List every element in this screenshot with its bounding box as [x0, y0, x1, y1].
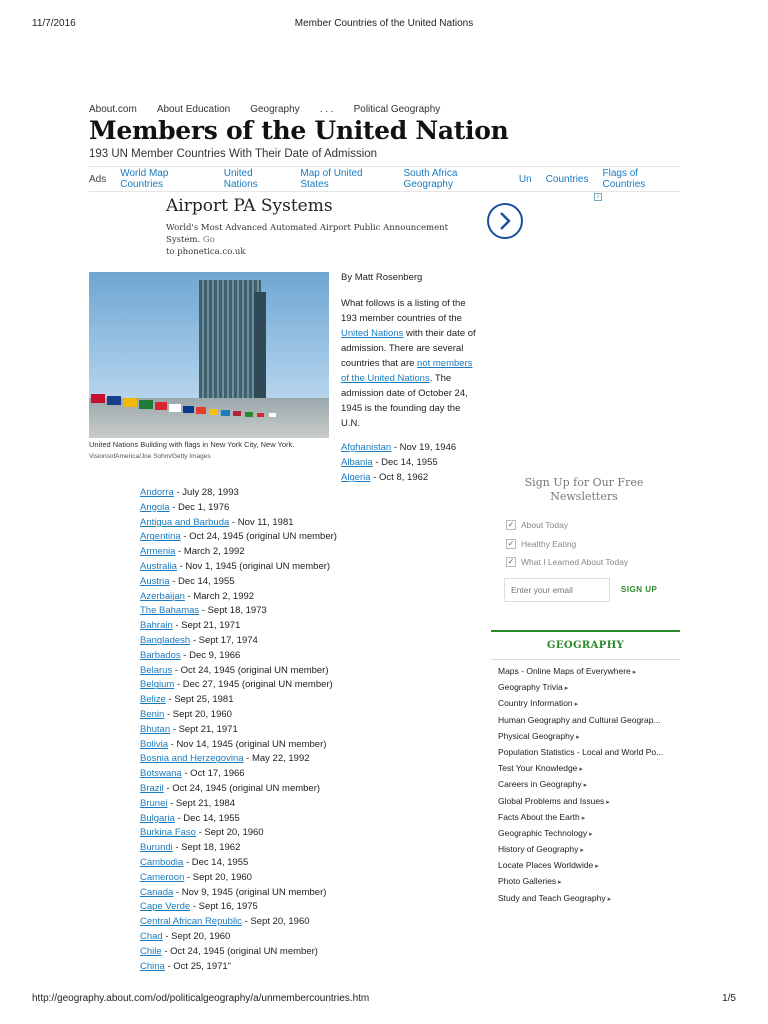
list-item	[140, 960, 337, 975]
country-link[interactable]: Algeria	[341, 472, 371, 483]
hero-image	[89, 272, 329, 438]
page-title: Members of the United Nation	[89, 116, 509, 145]
breadcrumb-item[interactable]: About.com	[89, 104, 137, 115]
checkbox-checked-icon[interactable]: ✓	[507, 520, 515, 530]
country-link[interactable]: Burkina Faso	[140, 827, 196, 839]
geography-link-label: Country Information	[498, 698, 573, 709]
list-item	[140, 501, 337, 516]
list-item	[140, 590, 337, 605]
list-item	[341, 455, 456, 470]
list-item	[140, 841, 337, 856]
list-item	[140, 575, 337, 590]
admission-date: - Oct 25, 1971"	[164, 960, 232, 972]
admission-date: - Dec 1, 1976	[169, 501, 230, 513]
intro-p3: . The admission date of October 24, 1945 is the founding day the U.N.	[341, 373, 468, 429]
geography-link[interactable]	[498, 679, 680, 695]
admission-date: - Sept 20, 1960	[241, 916, 310, 928]
country-link[interactable]: Brunei	[140, 797, 168, 809]
country-link[interactable]: Bangladesh	[140, 634, 191, 646]
geography-links	[491, 660, 680, 906]
chevron-right-icon: ▸	[580, 847, 584, 855]
country-list	[140, 486, 337, 974]
country-link[interactable]: Bolivia	[140, 738, 168, 750]
chevron-right-icon: ▸	[581, 814, 586, 822]
country-list-top	[341, 440, 456, 485]
geography-link-label: Maps - Online Maps of Everywhere	[498, 666, 631, 676]
admission-date: - Sept 25, 1981	[165, 694, 234, 706]
admission-date: - Oct 24, 1945 (original UN member)	[172, 664, 329, 676]
chevron-right-icon: ▸	[574, 701, 579, 709]
list-item	[140, 782, 337, 797]
list-item	[140, 797, 337, 812]
admission-date: - Oct 17, 1966	[181, 768, 245, 780]
geography-link-label: Geography Trivia	[498, 682, 563, 693]
list-item	[140, 664, 337, 679]
ad-link[interactable]: Flags of Countries	[602, 168, 646, 190]
list-item	[140, 530, 337, 545]
chevron-right-icon: ▸	[576, 733, 580, 741]
list-item	[140, 856, 337, 871]
admission-date: - Dec 14, 1955	[372, 457, 438, 468]
list-item	[140, 560, 337, 575]
checkbox-checked-icon[interactable]: ✓	[507, 538, 515, 548]
list-item	[140, 545, 337, 560]
page-subtitle: 193 UN Member Countries With Their Date of Admission	[89, 148, 378, 160]
breadcrumb-item[interactable]: Geography	[250, 104, 300, 115]
country-link[interactable]: Belgium	[140, 679, 175, 691]
ad-domain: to phonetica.co.uk	[166, 247, 246, 257]
country-link[interactable]: Bosnia and Herzegovina	[140, 753, 244, 765]
print-page-number: 1/5	[722, 993, 736, 1004]
country-link[interactable]: Canada	[140, 886, 174, 898]
newsletter-option-label: About Today	[521, 520, 569, 531]
list-item	[341, 440, 456, 455]
admission-date: - May 22, 1992	[243, 753, 310, 765]
country-link[interactable]: Afghanistan	[341, 442, 392, 453]
newsletter-title: Sign Up for Our Free Newsletters	[524, 476, 644, 503]
breadcrumb-item[interactable]: Political Geography	[353, 104, 441, 115]
list-item	[341, 470, 456, 485]
admission-date: - Oct 24, 1945 (original UN member)	[180, 531, 337, 543]
country-link[interactable]: Andorra	[140, 487, 174, 498]
united-nations-link[interactable]: United Nations	[341, 328, 404, 339]
newsletter-option-label: What I Learned About Today	[521, 557, 629, 568]
country-link[interactable]: Chile	[140, 945, 162, 957]
admission-date: - July 28, 1993	[173, 487, 239, 498]
geography-link-label: History of Geography	[498, 844, 579, 855]
country-link[interactable]: Azerbaijan	[140, 590, 185, 602]
geography-link[interactable]	[498, 793, 680, 809]
admission-date: - Sept 20, 1960	[184, 871, 252, 883]
geography-heading: GEOGRAPHY	[491, 632, 680, 660]
intro-p1: What follows is a listing of the 193 member countries of the	[341, 298, 466, 324]
admission-date: - Dec 14, 1955	[174, 812, 240, 824]
breadcrumb-ellipsis[interactable]: . . .	[319, 104, 334, 115]
geography-link[interactable]	[498, 728, 680, 744]
ad-go: Go	[202, 235, 215, 245]
country-link[interactable]: Cape Verde	[140, 901, 191, 913]
list-item	[140, 634, 337, 649]
intro-p2: with their date of admission. There are several countries that are	[341, 328, 476, 369]
admission-date: - Oct 24, 1945 (original UN member)	[161, 945, 318, 957]
admission-date: - March 2, 1992	[175, 546, 245, 558]
chevron-right-icon: ▸	[558, 879, 562, 887]
admission-date: - Nov 14, 1945 (original UN member)	[168, 738, 327, 750]
geography-link-label: Facts About the Earth	[498, 811, 580, 822]
list-item	[140, 693, 337, 708]
admission-date: - Sept 20, 1960	[164, 708, 232, 720]
geography-link[interactable]	[498, 841, 680, 857]
country-link[interactable]: Angola	[140, 501, 170, 513]
geography-link[interactable]	[498, 663, 680, 679]
breadcrumb	[89, 104, 460, 115]
country-link[interactable]: Belarus	[140, 664, 173, 676]
country-link[interactable]: Antigua and Barbuda	[140, 516, 230, 528]
geography-link-label: Study and Teach Geography	[498, 892, 606, 903]
ad-link[interactable]: World Map Countries	[120, 168, 169, 190]
chevron-right-icon: ▸	[589, 830, 593, 838]
country-link[interactable]: Argentina	[140, 531, 181, 543]
ad-description: World's Most Advanced Automated Airport Public Announcement System.	[166, 223, 449, 245]
geography-link[interactable]	[498, 695, 680, 711]
non-members-link[interactable]: not members of the United Nations	[341, 358, 473, 384]
admission-date: - Sept 21, 1971	[170, 723, 238, 735]
email-input[interactable]	[504, 578, 610, 602]
hero-flags	[89, 390, 329, 420]
list-item	[140, 767, 337, 782]
print-date: 11/7/2016	[32, 18, 76, 29]
chevron-right-icon: ▸	[606, 798, 610, 806]
list-item	[140, 723, 337, 738]
print-title: Member Countries of the United Nations	[294, 18, 474, 29]
hero-caption: United Nations Building with flags in New York City, New York.	[89, 440, 295, 449]
chevron-right-icon: ▸	[595, 863, 599, 871]
list-item	[140, 752, 337, 767]
country-link[interactable]: Botswana	[140, 768, 182, 780]
admission-date: - Dec 14, 1955	[183, 856, 249, 868]
newsletter-form	[504, 578, 674, 602]
newsletter-option[interactable]	[504, 553, 674, 572]
country-link[interactable]: Cameroon	[140, 871, 185, 883]
ad-arrow-button[interactable]	[487, 203, 523, 239]
sponsored-ad[interactable]	[166, 196, 526, 258]
geography-link[interactable]	[498, 809, 680, 825]
list-item	[140, 915, 337, 930]
admission-date: - Nov 11, 1981	[229, 516, 294, 528]
ad-link[interactable]: Un	[518, 173, 532, 185]
list-item	[140, 900, 337, 915]
list-item	[140, 930, 337, 945]
list-item	[140, 886, 337, 901]
admission-date: - Nov 1, 1945 (original UN member)	[176, 560, 331, 572]
geography-link-label: Physical Geography	[498, 730, 575, 741]
byline: By Matt Rosenberg	[341, 272, 423, 283]
ad-link[interactable]: South Africa Geography	[403, 168, 458, 190]
country-link[interactable]: China	[140, 960, 165, 972]
admission-date: - Sept 18, 1962	[172, 842, 241, 854]
geography-link[interactable]	[498, 712, 680, 728]
admission-date: - Sept 20, 1960	[195, 827, 264, 839]
chevron-right-icon: ▸	[607, 895, 612, 903]
country-link[interactable]: The Bahamas	[140, 605, 200, 617]
country-link[interactable]: Belize	[140, 694, 166, 706]
chevron-right-icon: ▸	[632, 669, 637, 676]
list-item	[140, 516, 337, 531]
country-link[interactable]: Chad	[140, 930, 163, 942]
country-link[interactable]: Bulgaria	[140, 812, 175, 824]
admission-date: - March 2, 1992	[184, 590, 255, 602]
country-link[interactable]: Cambodia	[140, 856, 184, 868]
list-item	[140, 604, 337, 619]
checkbox-checked-icon[interactable]: ✓	[507, 557, 515, 567]
admission-date: - Dec 9, 1966	[180, 649, 241, 661]
geography-link-label: Careers in Geography	[498, 779, 582, 790]
geography-nav	[491, 630, 680, 906]
list-item	[140, 678, 337, 693]
geography-link-label: Geographic Technology	[498, 827, 588, 838]
ad-text	[166, 222, 476, 258]
breadcrumb-item[interactable]: About Education	[156, 104, 231, 115]
newsletter-option-label: Healthy Eating	[521, 538, 577, 549]
admission-date: - Oct 24, 1945 (original UN member)	[163, 782, 321, 794]
admission-date: - Dec 27, 1945 (original UN member)	[174, 679, 333, 691]
geography-link[interactable]	[498, 873, 680, 889]
country-link[interactable]: Bhutan	[140, 723, 171, 735]
admission-date: - Sept 20, 1960	[162, 930, 231, 942]
geography-link-label: Test Your Knowledge	[498, 763, 578, 774]
admission-date: - Oct 8, 1962	[370, 472, 429, 483]
chevron-right-icon: ▸	[564, 685, 569, 693]
country-link[interactable]: Brazil	[140, 782, 164, 794]
geography-link[interactable]	[498, 825, 680, 841]
country-link[interactable]: Central African Republic	[140, 916, 242, 928]
geography-link[interactable]	[498, 890, 680, 906]
list-item	[140, 738, 337, 753]
country-link[interactable]: Benin	[140, 708, 165, 720]
newsletter-signup	[504, 476, 674, 602]
country-link[interactable]: Bahrain	[140, 620, 173, 632]
geography-link[interactable]	[498, 776, 680, 792]
list-item	[140, 871, 337, 886]
admission-date: - Sept 17, 1974	[190, 634, 258, 646]
admission-date: - Sept 16, 1975	[190, 901, 258, 913]
list-item	[140, 649, 337, 664]
ads-label: Ads	[89, 173, 107, 185]
chevron-right-icon	[497, 211, 513, 231]
newsletter-options	[504, 516, 674, 572]
admission-date: - Nov 9, 1945 (original UN member)	[173, 886, 327, 898]
admission-date: - Sept 21, 1984	[167, 797, 236, 809]
geography-link[interactable]	[498, 744, 680, 760]
geography-link-label: Human Geography and Cultural Geograp...	[498, 714, 661, 725]
chevron-right-icon: ▸	[583, 782, 588, 790]
country-link[interactable]: Albania	[341, 457, 373, 468]
admission-date: - Dec 14, 1955	[169, 575, 235, 587]
ad-link[interactable]: Countries	[545, 173, 589, 185]
list-item	[140, 708, 337, 723]
ads-bar	[89, 166, 680, 192]
newsletter-option[interactable]	[504, 516, 674, 535]
geography-link[interactable]	[498, 857, 680, 873]
ad-link[interactable]: United Nations	[223, 168, 258, 190]
country-link[interactable]: Barbados	[140, 649, 181, 661]
admission-date: - Sept 18, 1973	[199, 605, 267, 617]
newsletter-option[interactable]	[504, 535, 674, 554]
geography-link[interactable]	[498, 760, 680, 776]
geography-link-label: Global Problems and Issues	[498, 795, 605, 806]
admission-date: - Nov 19, 1946	[391, 442, 457, 453]
list-item	[140, 945, 337, 960]
list-item	[140, 486, 337, 501]
list-item	[140, 619, 337, 634]
admission-date: - Sept 21, 1971	[172, 620, 241, 632]
list-item	[140, 826, 337, 841]
hero-credit: VisionsofAmerica/Joe Sohm/Getty Images	[89, 453, 211, 460]
chevron-right-icon: ▸	[579, 766, 583, 774]
list-item	[140, 812, 337, 827]
ad-title[interactable]: Airport PA Systems	[166, 196, 333, 216]
intro-text	[341, 270, 476, 431]
country-link[interactable]: Armenia	[140, 546, 176, 558]
country-link[interactable]: Burundi	[140, 842, 173, 854]
country-link[interactable]: Australia	[140, 560, 177, 572]
sign-up-button[interactable]: SIGN UP	[621, 585, 658, 594]
country-link[interactable]: Austria	[140, 575, 170, 587]
geography-link-label: Population Statistics - Local and World Po...	[498, 746, 664, 757]
ad-info-icon[interactable]: i	[594, 193, 602, 201]
geography-link-label: Photo Galleries	[498, 876, 557, 887]
geography-link-label: Locate Places Worldwide	[498, 860, 594, 871]
ad-link[interactable]: Map of United States	[300, 168, 363, 190]
print-url: http://geography.about.com/od/politicalgeography/a/unmembercountries.htm	[32, 993, 370, 1004]
